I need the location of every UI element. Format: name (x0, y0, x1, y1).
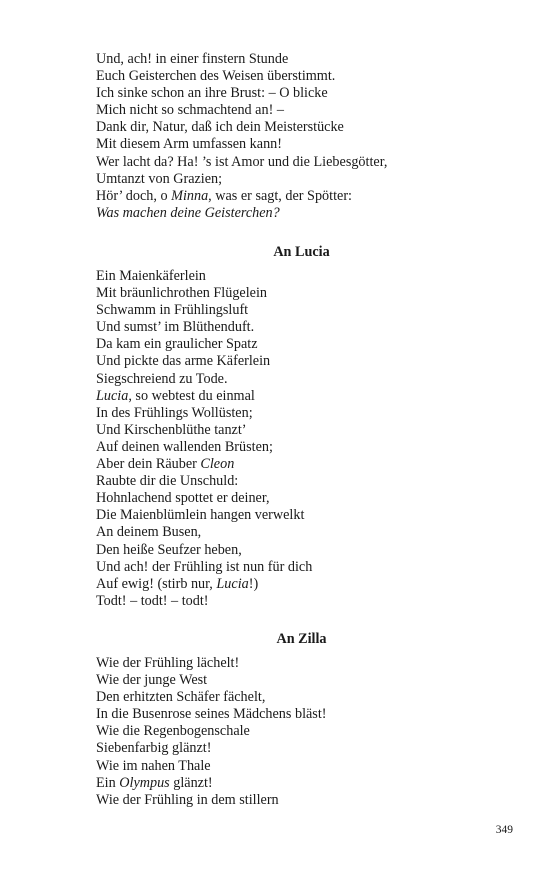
verse-line (96, 268, 516, 285)
verse-text: Auf ewig! (stirb nur, (96, 575, 217, 592)
verse-emphasis: Lucia (216, 575, 249, 592)
poem-title-an-lucia: An Lucia (273, 244, 330, 260)
verse-text: Die Maienblümlein hangen verwelkt (96, 507, 305, 524)
verse-text: Raubte dir die Unschuld: (96, 473, 239, 490)
verse-line (96, 285, 516, 302)
verse-line (96, 689, 516, 706)
verse-line (96, 68, 516, 85)
verse-line (96, 524, 516, 541)
verse-line (96, 758, 516, 775)
verse-emphasis: Olympus (119, 774, 170, 791)
verse-emphasis: Cleon (200, 456, 235, 473)
verse-text: Ein Maienkäferlein (96, 268, 206, 284)
verse-text: glänzt! (169, 774, 213, 791)
verse-line (96, 336, 516, 353)
verse-text: Und ach! der Frühling ist nun für dich (96, 558, 313, 575)
verse-text: Siegschreiend zu Tode. (96, 370, 228, 387)
verse-text: An deinem Busen, (96, 524, 202, 541)
verse-line (96, 51, 516, 68)
verse-text: Mit diesem Arm umfassen kann! (96, 136, 282, 153)
verse-line (96, 405, 516, 422)
verse-text: Wie der Frühling lächelt! (96, 655, 240, 671)
verse-text: Und, ach! in einer finstern Stunde (96, 51, 289, 67)
verse-line (96, 456, 516, 473)
verse-emphasis: Lucia (96, 387, 129, 404)
verse-line (96, 119, 516, 136)
verse-text: Mit bräunlichrothen Flügelein (96, 285, 268, 302)
poem-title-an-zilla: An Zilla (276, 631, 327, 647)
verse-line (96, 542, 516, 559)
verse-line (96, 775, 516, 792)
verse-text: Euch Geisterchen des Weisen überstimmt. (96, 68, 336, 85)
verse-line (96, 576, 516, 593)
verse-line (96, 102, 516, 119)
verse-text: Ich sinke schon an ihre Brust: – O blicke (96, 85, 328, 102)
verse-text: Hohnlachend spottet er deiner, (96, 490, 270, 507)
verse-line (96, 740, 516, 757)
verse-text: Dank dir, Natur, daß ich dein Meisterstücke (96, 119, 344, 136)
verse-text: Ein (96, 774, 120, 791)
verse-text: Wie der junge West (96, 672, 208, 689)
verse-text: Mich nicht so schmachtend an! – (96, 102, 284, 119)
verse-text: Wie die Regenbogenschale (96, 723, 250, 740)
verse-text: Auf deinen wallenden Brüsten; (96, 438, 273, 455)
verse-line (96, 136, 516, 153)
verse-text: !) (248, 575, 259, 592)
verse-emphasis: Minna (171, 187, 209, 204)
verse-line (96, 792, 516, 809)
verse-line (96, 559, 516, 576)
verse-line (96, 319, 516, 336)
verse-line (96, 422, 516, 439)
verse-text: Wie der Frühling in dem stillern (96, 791, 279, 808)
verse-emphasis: Was machen deine Geisterchen? (96, 204, 280, 221)
verse-text: Todt! – todt! – todt! (96, 592, 209, 609)
verse-text: Wer lacht da? Ha! ’s ist Amor und die Liebesgötter, (96, 153, 388, 170)
verse-text: In die Busenrose seines Mädchens bläst! (96, 706, 327, 723)
verse-text: Und pickte das arme Käferlein (96, 353, 271, 370)
verse-line (96, 439, 516, 456)
verse-text: Den heiße Seufzer heben, (96, 541, 242, 558)
verse-text: Wie im nahen Thale (96, 757, 211, 774)
verse-text: Da kam ein graulicher Spatz (96, 336, 258, 353)
verse-line (96, 171, 516, 188)
verse-text: Siebenfarbig glänzt! (96, 740, 212, 757)
continued-poem (96, 51, 516, 222)
poem-an-lucia (96, 268, 516, 610)
verse-line (96, 205, 516, 222)
verse-line (96, 388, 516, 405)
verse-text: Aber dein Räuber (96, 456, 201, 473)
verse-text: In des Frühlings Wollüsten; (96, 404, 253, 421)
verse-line (96, 85, 516, 102)
verse-text: Schwamm in Frühlingsluft (96, 302, 249, 319)
verse-line (96, 507, 516, 524)
verse-line (96, 154, 516, 171)
verse-line (96, 473, 516, 490)
verse-text: , so webtest du einmal (128, 387, 255, 404)
page-number: 349 (495, 824, 513, 836)
verse-text: Hör’ doch, o (96, 187, 172, 204)
verse-line (96, 490, 516, 507)
verse-text: Und sumst’ im Blüthenduft. (96, 319, 255, 336)
verse-line (96, 302, 516, 319)
verse-text: , was er sagt, der Spötter: (208, 187, 352, 204)
verse-line (96, 353, 516, 370)
verse-text: Umtanzt von Grazien; (96, 170, 223, 187)
verse-line (96, 371, 516, 388)
poem-an-zilla (96, 655, 516, 809)
verse-line (96, 188, 516, 205)
verse-line (96, 655, 516, 672)
verse-line (96, 593, 516, 610)
verse-line (96, 672, 516, 689)
verse-text: Den erhitzten Schäfer fächelt, (96, 689, 266, 706)
verse-line (96, 706, 516, 723)
verse-text: Und Kirschenblüthe tanzt’ (96, 421, 247, 438)
verse-line (96, 723, 516, 740)
